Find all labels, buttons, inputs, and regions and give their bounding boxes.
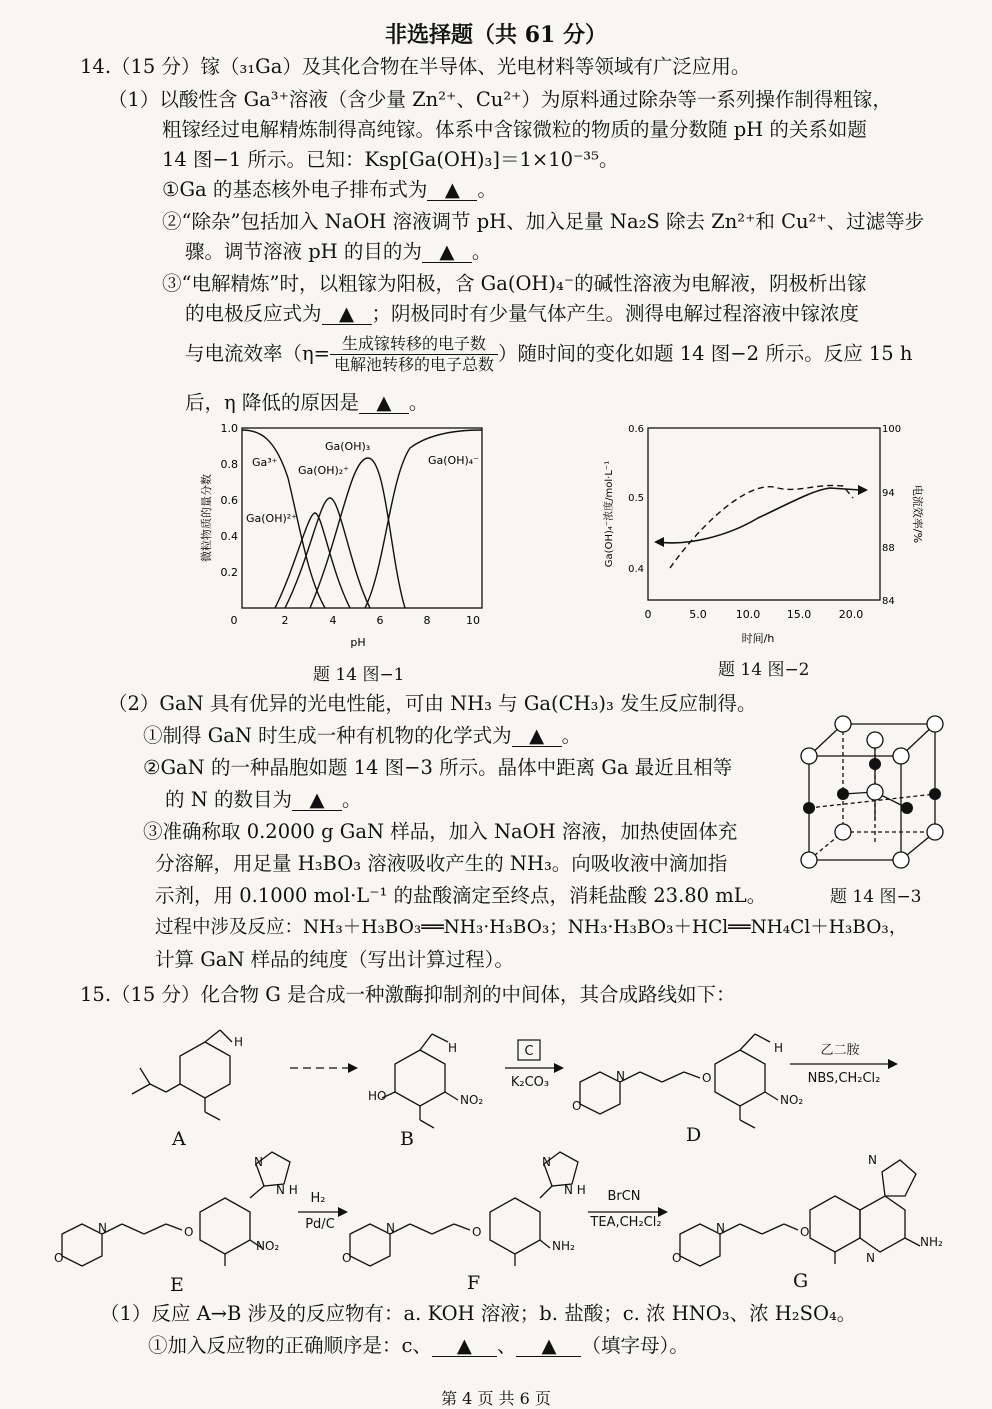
label-gaoh4: Ga(OH)₄⁻ <box>428 454 479 467</box>
q14-p1-line3: 14 图−1 所示。已知：Ksp[Ga(OH)₃]＝1×10⁻³⁵。 <box>162 148 619 171</box>
fig1-xtick: 6 <box>376 614 384 627</box>
label-gaoh2plus: Ga(OH)²⁺ <box>246 512 297 525</box>
fig2-ytick-right: 100 <box>882 424 902 435</box>
atom-h: H <box>234 1035 244 1049</box>
q14-p2-s3-line4: 过程中涉及反应：NH₃＋H₃BO₃══NH₃·H₃BO₃；NH₃·H₃BO₃＋HCl══NH₄Cl＋H₃BO₃， <box>155 917 908 938</box>
synthesis-route-row1 <box>110 1012 910 1142</box>
atom-ho: HO <box>368 1089 387 1103</box>
fig1-xtick: 10 <box>466 614 480 627</box>
curve-gaoh2plus <box>275 513 350 608</box>
figure-14-1-chart <box>190 418 520 658</box>
fig1-ytick: 0.8 <box>220 458 238 471</box>
reagent-c: C <box>524 1044 534 1059</box>
reagent-h2: H₂ <box>310 1191 326 1206</box>
fig2-ytick-left: 0.6 <box>628 424 644 435</box>
label-gaoh3: Ga(OH)₃ <box>325 440 371 453</box>
q14-s2-line1: ②“除杂”包括加入 NaOH 溶液调节 pH、加入足量 Na₂S 除去 Zn²⁺和 Cu²⁺、过滤等步 <box>162 210 925 233</box>
fig2-xlabel: 时间/h <box>741 632 775 645</box>
atom-n: N <box>542 1155 551 1169</box>
atom-o: O <box>472 1225 482 1239</box>
q14-s1-text: ①Ga 的基态核外电子排布式为 <box>162 178 428 201</box>
fig2-xtick: 20.0 <box>838 608 864 621</box>
atom-n: N <box>254 1155 263 1169</box>
fig1-ytick: 0.4 <box>220 530 238 543</box>
period: 。 <box>471 240 492 263</box>
compound-b-label: B <box>400 1128 414 1150</box>
q14-s2-text: 骤。调节溶液 pH 的目的为 <box>185 240 422 263</box>
atom-o: O <box>342 1251 352 1265</box>
atom-h: H <box>774 1041 784 1055</box>
answer-blank[interactable]: ▲ <box>322 304 372 325</box>
atom-n: N <box>616 1069 625 1083</box>
atom-o: O <box>800 1225 810 1239</box>
curve-concentration <box>658 488 860 543</box>
fig1-ytick: 0.6 <box>220 494 238 507</box>
q14-p2-s1 <box>143 724 581 748</box>
q14-p2-s1-text: ①制得 GaN 时生成一种有机物的化学式为 <box>143 724 512 747</box>
label-ga3plus: Ga³⁺ <box>252 456 278 469</box>
q14-p2-s3-line3: 示剂，用 0.1000 mol·L⁻¹ 的盐酸滴定至终点，消耗盐酸 23.80 mL。 <box>155 884 767 907</box>
q14-p2-s3-line5: 计算 GaN 样品的纯度（写出计算过程）。 <box>155 948 514 971</box>
fig1-ylabel: 微粒物质的量分数 <box>200 474 213 562</box>
arrow-left-icon <box>654 537 664 547</box>
atom-nh2: NH₂ <box>920 1235 943 1249</box>
fig2-xtick: 0 <box>644 608 652 621</box>
atom-o: O <box>54 1251 64 1265</box>
q14-p1-line1: （1）以酸性含 Ga³⁺溶液（含少量 Zn²⁺、Cu²⁺）为原料通过除杂等一系列操作制得粗镓， <box>108 88 892 111</box>
atom-no2: NO₂ <box>460 1093 484 1107</box>
answer-blank[interactable]: ▲ <box>432 1336 497 1357</box>
q14-s1 <box>162 178 497 202</box>
period: 。 <box>561 724 582 747</box>
atom-n: N <box>98 1221 107 1235</box>
q14-p2-s2-line2 <box>165 788 361 812</box>
fig1-xlabel: pH <box>350 636 366 649</box>
fig2-xtick: 5.0 <box>689 608 707 621</box>
q14-s3-line1: ③“电解精炼”时，以粗镓为阳极，含 Ga(OH)₄⁻的碱性溶液为电解液，阴极析出镓 <box>162 272 867 295</box>
fig1-ytick: 1.0 <box>220 422 238 435</box>
reagent-nbs: NBS,CH₂Cl₂ <box>807 1071 881 1086</box>
fig1-xtick: 0 <box>230 614 238 627</box>
atom-nh: N H <box>564 1183 586 1197</box>
section-title: 非选择题（共 61 分） <box>385 22 607 48</box>
atom-o: O <box>702 1071 712 1085</box>
reagent-k2co3: K₂CO₃ <box>510 1075 550 1090</box>
compound-a-label: A <box>172 1128 186 1150</box>
q14-s3-text2: ；阴极同时有少量气体产生。测得电解过程溶液中镓浓度 <box>371 302 860 325</box>
reagent-brcn: BrCN <box>607 1189 641 1204</box>
atom-nh: N H <box>276 1183 298 1197</box>
fig2-ytick-right: 84 <box>882 596 895 607</box>
q14-s3-line3 <box>185 334 912 375</box>
answer-blank[interactable]: ▲ <box>516 1336 581 1357</box>
answer-blank[interactable]: ▲ <box>512 726 562 747</box>
q15-p1-s1 <box>148 1334 689 1358</box>
q14-p2-s2-line1: ②GaN 的一种晶胞如题 14 图−3 所示。晶体中距离 Ga 最近且相等 <box>143 756 733 779</box>
page-number: 第 4 页 共 6 页 <box>441 1389 551 1408</box>
q14-p1-line2: 粗镓经过电解精炼制得高纯镓。体系中含镓微粒的物质的量分数随 pH 的关系如题 <box>162 118 867 141</box>
atom-no2: NO₂ <box>256 1239 280 1253</box>
fig1-ytick: 0.2 <box>220 566 238 579</box>
fig1-xtick: 2 <box>281 614 289 627</box>
atom-o: O <box>184 1225 194 1239</box>
figure-14-2-chart <box>598 418 928 650</box>
q14-p2-s3-line1: ③准确称取 0.2000 g GaN 样品，加入 NaOH 溶液，加热使固体充 <box>143 820 738 843</box>
q15-stem: 15.（15 分）化合物 G 是合成一种激酶抑制剂的中间体，其合成路线如下： <box>80 983 736 1006</box>
atom-n: N <box>386 1221 395 1235</box>
figure-14-3-unit-cell <box>795 710 955 875</box>
atom-no2: NO₂ <box>780 1093 804 1107</box>
answer-blank[interactable]: ▲ <box>427 180 477 201</box>
efficiency-fraction <box>330 334 498 375</box>
reagent-eda: 乙二胺 <box>820 1043 860 1058</box>
atom-n: N <box>868 1153 877 1167</box>
period: 。 <box>477 178 497 201</box>
q14-p2-s3-line2: 分溶解，用足量 H₃BO₃ 溶液吸收产生的 NH₃。向吸收液中滴加指 <box>155 852 728 875</box>
compound-d-label: D <box>686 1124 702 1146</box>
compound-e-label: E <box>170 1274 184 1296</box>
q15-p1-s1-text: ①加入反应物的正确顺序是：c、 <box>148 1334 432 1357</box>
fig3-caption: 题 14 图−3 <box>830 887 922 907</box>
q14-s3-text: 的电极反应式为 <box>185 302 322 325</box>
reagent-pdc: Pd/C <box>305 1217 335 1232</box>
q14-s3-line4 <box>185 391 428 415</box>
separator: 、 <box>496 1334 517 1357</box>
fig2-caption: 题 14 图−2 <box>718 660 810 680</box>
curve-efficiency <box>670 485 853 568</box>
q15-p1-s1-text2: （填字母）。 <box>581 1334 689 1357</box>
answer-blank[interactable]: ▲ <box>359 393 409 414</box>
answer-blank[interactable]: ▲ <box>292 790 342 811</box>
arrow-right-icon <box>858 485 868 495</box>
q14-s2-line2 <box>185 240 491 264</box>
fig2-xtick: 10.0 <box>735 608 761 621</box>
q14-s3-line2 <box>185 302 859 326</box>
answer-blank[interactable]: ▲ <box>422 242 472 263</box>
atom-n: N <box>866 1251 875 1265</box>
atom-nh2: NH₂ <box>552 1239 575 1253</box>
compound-g-label: G <box>793 1270 809 1292</box>
q14-s3-text5: 后，η 降低的原因是 <box>185 391 359 414</box>
atom-o: O <box>672 1251 682 1265</box>
fig2-ylabel-right: 电流效率/% <box>911 484 924 544</box>
fig2-ytick-right: 88 <box>882 543 895 554</box>
fig2-ytick-left: 0.4 <box>628 564 644 575</box>
fig1-xtick: 4 <box>329 614 337 627</box>
plot-frame <box>648 428 880 600</box>
fig1-caption: 题 14 图−1 <box>313 665 405 685</box>
q14-p2-line1: （2）GaN 具有优异的光电性能，可由 NH₃ 与 Ga(CH₃)₃ 发生反应制得。 <box>108 692 757 715</box>
q14-s3-text4: ）随时间的变化如题 14 图−2 所示。反应 15 h <box>498 342 913 365</box>
fig1-xtick: 8 <box>423 614 431 627</box>
atom-n: N <box>716 1221 725 1235</box>
atom-h: H <box>448 1041 458 1055</box>
q15-p1: （1）反应 A→B 涉及的反应物有：a. KOH 溶液；b. 盐酸；c. 浓 HNO₃、浓 H₂SO₄。 <box>100 1302 857 1325</box>
q14-stem: 14.（15 分）镓（₃₁Ga）及其化合物在半导体、光电材料等领域有广泛应用。 <box>80 55 751 78</box>
q14-s3-text3: 与电流效率（η= <box>185 342 331 365</box>
compound-f-label: F <box>467 1272 481 1294</box>
fraction-denominator: 电解池转移的电子总数 <box>334 355 495 374</box>
fig2-ytick-left: 0.5 <box>628 493 644 504</box>
fraction-numerator: 生成镓转移的电子数 <box>330 334 498 355</box>
q14-p2-s2-text: 的 N 的数目为 <box>165 788 292 811</box>
synthesis-route-row2 <box>50 1150 950 1280</box>
fig2-xtick: 15.0 <box>786 608 812 621</box>
fig2-ytick-right: 94 <box>882 488 895 499</box>
reagent-tea: TEA,CH₂Cl₂ <box>590 1215 662 1230</box>
atom-o: O <box>572 1099 582 1113</box>
label-gaoh2: Ga(OH)₂⁺ <box>298 464 349 477</box>
fig2-ylabel-left: Ga(OH)₄⁻浓度/mol·L⁻¹ <box>604 460 615 568</box>
period: 。 <box>341 788 362 811</box>
period: 。 <box>408 391 429 414</box>
